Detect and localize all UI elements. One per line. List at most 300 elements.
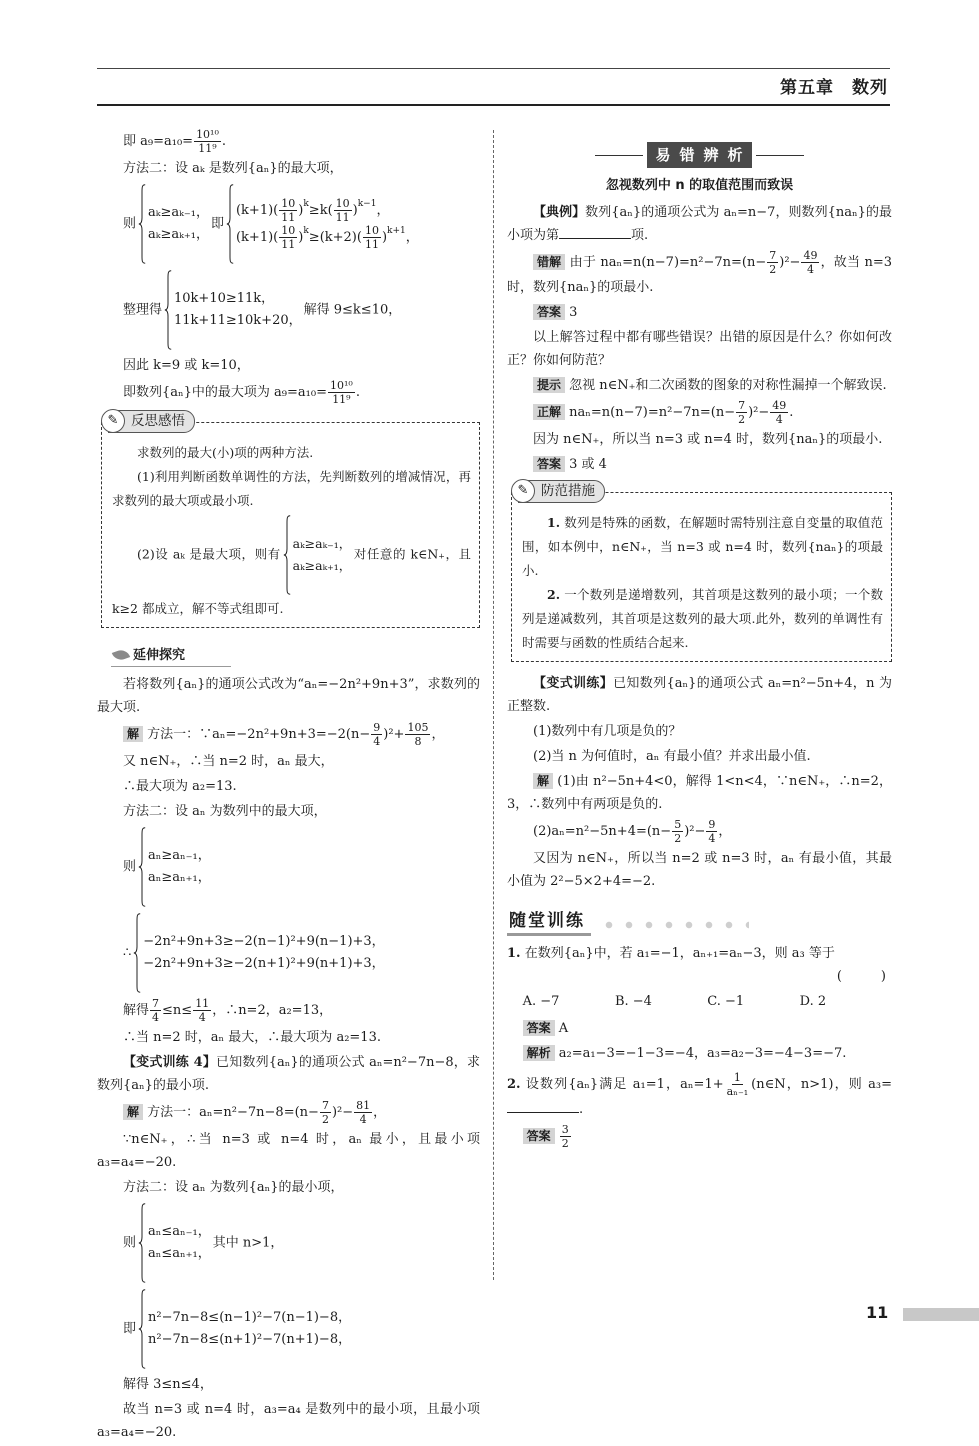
text-run: 已知数列{aₙ}的通项公式 aₙ=n²−7n−8，求数列{aₙ}的最小项. [97, 1055, 480, 1093]
fraction-numerator: 49 [803, 249, 818, 262]
note-box-title: 防范措施 [541, 483, 595, 499]
fraction-denominator: aₙ₋₁ [726, 1085, 749, 1098]
fraction [672, 818, 683, 845]
fraction-numerator: 11 [195, 997, 210, 1010]
right-column [507, 128, 892, 1152]
text-run: 对任意的 k∈N₊，且 k≥2 都成立，解不等式组即可. [112, 546, 471, 616]
paragraph [97, 1051, 480, 1097]
solution-label: 错解 [533, 254, 565, 270]
fraction-numerator: 3 [561, 1123, 569, 1136]
text-run: 则 [123, 1235, 137, 1251]
equation-rows [143, 913, 384, 993]
text-run: (1)由 n²−5n+4<0，解得 1<n<4，∵n∈N₊，∴n=2，3，∴数列中有两项是负的. [507, 774, 892, 812]
left-brace [138, 1203, 146, 1283]
text-run: ) [298, 203, 304, 218]
equation-rows [148, 184, 209, 264]
text-run: 由于 naₙ=n(n−7)=n²−7n=(n− [565, 255, 767, 270]
paragraph [97, 1287, 480, 1371]
text-run: ≥(k+2)( [308, 230, 362, 245]
text-run: aₙ≤aₙ₋₁， [148, 1224, 211, 1239]
paragraph [97, 182, 480, 266]
text-run: )²− [331, 1105, 354, 1120]
fraction [334, 197, 352, 224]
text-run: 求数列的最大(小)项的两种方法. [137, 445, 314, 460]
fraction-numerator: 7 [769, 249, 777, 262]
fraction-numerator: 10 [364, 224, 379, 237]
equation-system [164, 270, 302, 350]
text-run: n²−7n−8≤(n+1)²−7(n+1)−8， [148, 1332, 352, 1347]
banner-text: 易错辨析 [647, 142, 751, 168]
fraction [194, 128, 221, 155]
decorative-dots [599, 920, 749, 930]
text-run: . [789, 405, 794, 420]
leaf-icon [112, 648, 130, 663]
left-column [97, 128, 480, 1446]
text-run: 设数列{aₙ}满足 a₁=1，aₙ=1+ [520, 1077, 724, 1092]
paragraph [507, 201, 892, 247]
text-run: aₙ≥aₙ₋₁， [148, 848, 211, 863]
text-run: )²− [748, 405, 770, 420]
text-run: ) [298, 230, 304, 245]
superscript: k+1 [387, 226, 406, 236]
text-run: (k+1)( [235, 203, 279, 218]
left-brace [164, 270, 172, 350]
left-brace [138, 827, 146, 907]
text-run: . [579, 1102, 584, 1117]
pencil-icon: ✎ [101, 409, 125, 433]
paragraph [97, 1373, 480, 1396]
fraction [371, 721, 382, 748]
note-box [511, 483, 892, 662]
equation-system [138, 827, 211, 907]
text-run: 若将数列{aₙ}的通项公式改为“aₙ=−2n²+9n+3”，求数列的最大项. [97, 677, 480, 715]
solution-label: 正解 [533, 404, 565, 420]
paragraph [97, 354, 480, 377]
page-number-bar [903, 1308, 979, 1321]
brace-shape [226, 184, 234, 264]
fraction-denominator: 11⁹ [198, 142, 217, 155]
text-run: 解得 [123, 1003, 150, 1018]
paragraph [507, 374, 892, 397]
brace-shape [133, 913, 141, 993]
option-b: B. −4 [614, 994, 652, 1009]
equation-rows [174, 270, 302, 350]
fraction-denominator: 8 [414, 735, 422, 748]
fraction [770, 399, 788, 426]
text-run [555, 1129, 559, 1144]
fraction [150, 997, 161, 1024]
text-run: (2)aₙ=n²−5n+4=(n− [533, 824, 672, 839]
equation-system [283, 515, 352, 595]
brace-shape [138, 1289, 146, 1369]
paragraph [507, 249, 892, 299]
paragraph [97, 825, 480, 909]
fraction-denominator: 11 [335, 211, 350, 224]
text-run: 已知数列{aₙ}的通项公式 aₙ=n²−5n+4，n 为正整数. [507, 676, 892, 714]
left-brace [226, 184, 234, 264]
paragraph [97, 775, 480, 798]
practice-heading [507, 909, 892, 936]
equation-row [236, 224, 419, 251]
text-run: aₖ≥aₖ₊₁， [148, 227, 209, 242]
text-run: naₙ=n(n−7)=n²−7n=(n− [565, 405, 736, 420]
equation-rows [148, 1289, 351, 1369]
equation-system [133, 913, 384, 993]
fraction-denominator: 2 [769, 263, 777, 276]
equation-row [293, 533, 352, 555]
chapter-title: 第五章 数列 [780, 78, 888, 97]
bold-text: 【变式训练 4】 [123, 1055, 217, 1070]
bold-text: 1. [507, 946, 521, 961]
bold-text: 【变式训练】 [533, 676, 614, 691]
fraction [801, 249, 819, 276]
text-run: aₙ≥aₙ₊₁， [148, 870, 211, 885]
paragraph [97, 128, 480, 155]
equation-row [148, 202, 209, 224]
text-run: 一个数列是递增数列，其首项是这数列的最小项；一个数列是递减数列，其首项是这数列的最大项.此外，数列的单调性有时需要与函数的性质结合起来. [522, 587, 883, 650]
paragraph [97, 673, 480, 719]
equation-row [143, 931, 384, 953]
fraction-numerator: 9 [708, 818, 716, 831]
answer-line [507, 1123, 892, 1150]
question [507, 942, 892, 988]
fraction [328, 379, 355, 406]
bold-text: 2. [547, 587, 561, 602]
text-run: 在数列{aₙ}中，若 a₁=−1，aₙ₊₁=aₙ−3，则 a₃ 等于 [520, 946, 835, 961]
text-run: 因为 n∈N₊，所以当 n=3 或 n=4 时，数列{naₙ}的项最小. [533, 432, 883, 447]
text-run: aₖ≥aₖ₋₁， [148, 205, 209, 220]
section-heading-text: 延伸探究 [133, 648, 186, 663]
equation-rows [148, 827, 211, 907]
fraction-numerator: 10¹⁰ [329, 379, 353, 392]
text-run: aₖ≥aₖ₋₁， [292, 536, 352, 551]
box-paragraph [112, 441, 471, 465]
note-box-tag [108, 410, 195, 433]
solution-label: 解析 [523, 1045, 555, 1061]
solution-label: 答案 [523, 1020, 555, 1036]
paragraph [507, 720, 892, 743]
fraction-numerator: 7 [152, 997, 160, 1010]
paragraph [507, 301, 892, 324]
text-run: ) [381, 230, 388, 245]
topic-title: 忽视数列中 n 的取值范围而致误 [605, 178, 794, 193]
fraction [320, 1099, 331, 1126]
section-heading [111, 646, 231, 667]
fraction-numerator: 1 [733, 1071, 741, 1084]
text-run: ，故当 n=3 时，数列{naₙ}的项最小. [507, 255, 892, 295]
equation-row [174, 288, 302, 310]
text-run: a₂=a₁−3=−1−3=−4，a₃=a₂−3=−4−3=−7. [554, 1046, 847, 1061]
text-run: (2)设 aₖ 是最大项，则有 [137, 546, 281, 562]
solution-label: 解 [123, 726, 143, 742]
text-run: −2n²+9n+3≥−2(n−1)²+9(n−1)+3， [143, 934, 385, 949]
equation-rows [236, 184, 419, 264]
fraction-numerator: 105 [407, 721, 429, 734]
solution-label: 答案 [533, 304, 565, 320]
paragraph [97, 1026, 480, 1049]
fraction [767, 249, 778, 276]
column-divider [493, 130, 494, 1280]
paragraph [97, 750, 480, 773]
paragraph [507, 428, 892, 451]
option-a: A. −7 [522, 994, 560, 1009]
banner-rule-left [595, 155, 643, 156]
text-run: aₖ≥aₖ₊₁， [292, 558, 352, 573]
fraction-denominator: 4 [708, 832, 716, 845]
fraction-denominator: 2 [738, 413, 746, 426]
answer-line [507, 1042, 892, 1065]
text-run: 则 [123, 859, 137, 875]
fraction-denominator: 11 [364, 238, 379, 251]
paragraph [97, 157, 480, 180]
left-brace [138, 1289, 146, 1369]
text-run: ) [352, 203, 358, 218]
paragraph [97, 1176, 480, 1199]
paragraph [507, 770, 892, 816]
fraction [193, 997, 211, 1024]
paragraph [507, 745, 892, 768]
paragraph [97, 997, 480, 1024]
brace-shape [283, 515, 291, 595]
text-run: 解得 9≤k≤10， [303, 302, 402, 318]
text-run: ∵n∈N₊，∴当 n=3 或 n=4 时，aₙ 最小，且最小项 a₃=a₄=−20. [97, 1132, 480, 1170]
fraction [725, 1071, 751, 1098]
paragraph [97, 721, 480, 748]
superscript: k−1 [357, 199, 377, 209]
text-run: 则 [123, 216, 137, 232]
text-run: (2)当 n 为何值时，aₙ 有最小值？并求出最小值. [533, 749, 811, 764]
text-run: ， [405, 230, 419, 245]
box-paragraph [522, 511, 883, 583]
fraction-denominator: 2 [674, 832, 682, 845]
text-run: 方法二：设 aₖ 是数列{aₙ}的最大项， [123, 161, 343, 176]
paragraph [97, 911, 480, 995]
superscript: k [303, 199, 309, 209]
answer-line [507, 1017, 892, 1040]
left-brace [138, 184, 146, 264]
equation-row [148, 224, 209, 246]
brace-shape [138, 1203, 146, 1283]
text-run: 解得 3≤n≤4， [123, 1377, 213, 1392]
fraction-numerator: 10 [281, 224, 296, 237]
text-run: −2n²+9n+3≥−2(n+1)²+9(n+1)+3， [143, 956, 385, 971]
fraction-numerator: 10¹⁰ [196, 128, 219, 141]
bold-text: 1. [547, 515, 561, 530]
answer-blank [507, 1099, 579, 1113]
paragraph [507, 326, 892, 372]
superscript: k [303, 226, 309, 236]
fraction [279, 224, 297, 251]
question [507, 1071, 892, 1121]
text-run: 数列是特殊的函数，在解题时需特别注意自变量的取值范围，如本例中，n∈N₊，当 n=3 或 n=4 时，数列{naₙ}的项最小. [522, 515, 883, 578]
paragraph [507, 399, 892, 426]
fraction-denominator: 2 [561, 1137, 569, 1150]
equation-system [138, 1203, 211, 1283]
text-run: 又因为 n∈N₊，所以当 n=2 或 n=3 时，aₙ 有最小值，其最小值为 2²−5×2+4=−2. [507, 851, 892, 889]
text-run: ， [376, 203, 390, 218]
text-run: 10k+10≥11k， [174, 291, 275, 306]
text-run: (n∈N，n>1)，则 a₃= [751, 1077, 892, 1092]
text-run: 方法二：设 aₙ 为数列{aₙ}的最小项， [123, 1180, 344, 1195]
fraction [279, 197, 297, 224]
text-run: 忽视 n∈N₊和二次函数的图象的对称性漏掉一个解致误. [565, 378, 887, 393]
text-run: )²− [779, 255, 801, 270]
equation-system [138, 184, 209, 264]
pencil-icon: ✎ [511, 479, 535, 503]
note-box-tag [518, 480, 605, 503]
paragraph [97, 379, 480, 406]
left-brace [133, 913, 141, 993]
box-paragraph [112, 513, 471, 621]
paragraph [507, 453, 892, 476]
fraction-numerator: 49 [772, 399, 787, 412]
text-run: n²−7n−8≤(n−1)²−7(n−1)−8， [148, 1310, 352, 1325]
text-run: 即数列{aₙ}中的最大项为 a₉=a₁₀= [123, 385, 327, 400]
fraction-denominator: 4 [359, 1113, 367, 1126]
text-run: ， [431, 727, 445, 742]
equation-rows [293, 515, 352, 595]
text-run: (1)利用判断函数单调性的方法，先判断数列的增减情况，再求数列的最大项或最小项. [112, 469, 471, 508]
fraction-denominator: 4 [198, 1011, 206, 1024]
solution-label: 解 [123, 1104, 143, 1120]
equation-system [226, 184, 419, 264]
fraction-numerator: 7 [321, 1099, 329, 1112]
answer-blank [559, 225, 631, 239]
fraction-denominator: 11 [281, 238, 296, 251]
equation-row [148, 845, 211, 867]
box-paragraph [522, 583, 883, 655]
text-run: 3 [565, 305, 578, 320]
equation-row [148, 1329, 351, 1351]
answer-options [507, 990, 892, 1013]
equation-row [293, 555, 352, 577]
text-run: 数列{aₙ}的通项公式为 aₙ=n−7，则数列{naₙ}的最小项为第 [507, 205, 892, 243]
fraction-denominator: 2 [321, 1113, 329, 1126]
text-run: 其中 n>1， [212, 1235, 284, 1251]
text-run: 方法一：aₙ=n²−7n−8=(n− [143, 1105, 319, 1120]
text-run: 11k+11≥10k+20， [174, 313, 302, 328]
text-run: 方法一：∵aₙ=−2n²+9n+3=−2(n− [143, 727, 371, 742]
text-run: ， [718, 824, 732, 839]
fraction [354, 1099, 372, 1126]
fraction-denominator: 4 [775, 413, 783, 426]
fraction-denominator: 4 [806, 263, 814, 276]
text-run: 即 a₉=a₁₀= [123, 134, 194, 149]
practice-heading-text: 随堂训练 [507, 909, 591, 936]
fraction [405, 721, 430, 748]
text-run: )²− [684, 824, 706, 839]
text-run: ≥k( [308, 203, 333, 218]
solution-label: 答案 [523, 1128, 555, 1144]
fraction [706, 818, 717, 845]
equation-row [148, 1307, 351, 1329]
text-run: ∴最大项为 a₂=13. [123, 779, 237, 794]
text-run: 整理得 [123, 302, 163, 318]
text-run: ，∴n=2，a₂=13， [212, 1003, 333, 1018]
text-run: (k+1)( [235, 230, 279, 245]
equation-system [138, 1289, 351, 1369]
banner-rule-right [756, 155, 804, 156]
text-run: 方法二：设 aₙ 为数列中的最大项， [123, 804, 327, 819]
text-run: . [355, 385, 360, 400]
text-run: 3 或 4 [565, 457, 607, 472]
fraction-numerator: 7 [738, 399, 746, 412]
equation-row [148, 1243, 211, 1265]
equation-row [148, 1221, 211, 1243]
bold-text: 【典例】 [533, 205, 586, 220]
paragraph [507, 847, 892, 893]
section-banner [507, 142, 892, 168]
left-brace [283, 515, 291, 595]
brace-shape [164, 270, 172, 350]
bold-text: 2. [507, 1077, 521, 1092]
text-run: ≤n≤ [162, 1003, 193, 1018]
text-run: . [221, 134, 227, 149]
note-box-title: 反思感悟 [131, 413, 185, 429]
paragraph [97, 1398, 480, 1444]
paragraph [97, 1099, 480, 1126]
fraction-numerator: 81 [356, 1099, 371, 1112]
paragraph [507, 672, 892, 718]
text-run: ∴当 n=2 时，aₙ 最大，∴最大项为 a₂=13. [123, 1030, 381, 1045]
equation-row [148, 867, 211, 889]
paragraph [97, 800, 480, 823]
fraction-numerator: 9 [373, 721, 381, 734]
paragraph [507, 818, 892, 845]
brace-shape [138, 184, 146, 264]
text-run: )²+ [383, 727, 405, 742]
solution-label: 解 [533, 773, 553, 789]
solution-label: 提示 [533, 377, 565, 393]
fraction-numerator: 5 [674, 818, 682, 831]
option-c: C. −1 [707, 994, 745, 1009]
box-paragraph [112, 465, 471, 513]
text-run: 因此 k=9 或 k=10， [123, 358, 250, 373]
note-box [101, 413, 480, 628]
solution-label: 答案 [533, 456, 565, 472]
paragraph [97, 1128, 480, 1174]
brace-shape [138, 827, 146, 907]
text-run: aₙ≤aₙ₊₁， [148, 1246, 211, 1261]
equation-rows [148, 1203, 211, 1283]
text-run: ∴ [123, 945, 132, 961]
text-run: 故当 n=3 或 n=4 时，a₃=a₄ 是数列中的最小项，且最小项 a₃=a₄=−20. [97, 1402, 480, 1440]
text-run: 项. [631, 228, 649, 243]
chapter-header [97, 68, 890, 106]
page-number: 11 [866, 1303, 889, 1322]
text-run: 以上解答过程中都有哪些错误？出错的原因是什么？你如何改正？你如何防范？ [507, 330, 892, 368]
equation-row [174, 310, 302, 332]
fraction-numerator: 10 [335, 197, 350, 210]
option-d: D. 2 [799, 994, 827, 1009]
fraction-denominator: 4 [373, 735, 381, 748]
text-run: (1)数列中有几项是负的？ [533, 724, 682, 739]
fraction-denominator: 11 [281, 211, 296, 224]
paragraph [97, 1201, 480, 1285]
equation-row [236, 197, 419, 224]
fraction [363, 224, 381, 251]
fraction [560, 1123, 571, 1150]
fraction-denominator: 4 [152, 1011, 160, 1024]
text-run: 即 [123, 1321, 137, 1337]
fraction [736, 399, 747, 426]
fraction-numerator: 10 [281, 197, 296, 210]
equation-row [143, 953, 384, 975]
fraction-denominator: 11⁹ [332, 393, 351, 406]
text-run: 又 n∈N₊，∴当 n=2 时，aₙ 最大， [123, 754, 334, 769]
text-run: 即 [210, 216, 224, 232]
paragraph [97, 268, 480, 352]
